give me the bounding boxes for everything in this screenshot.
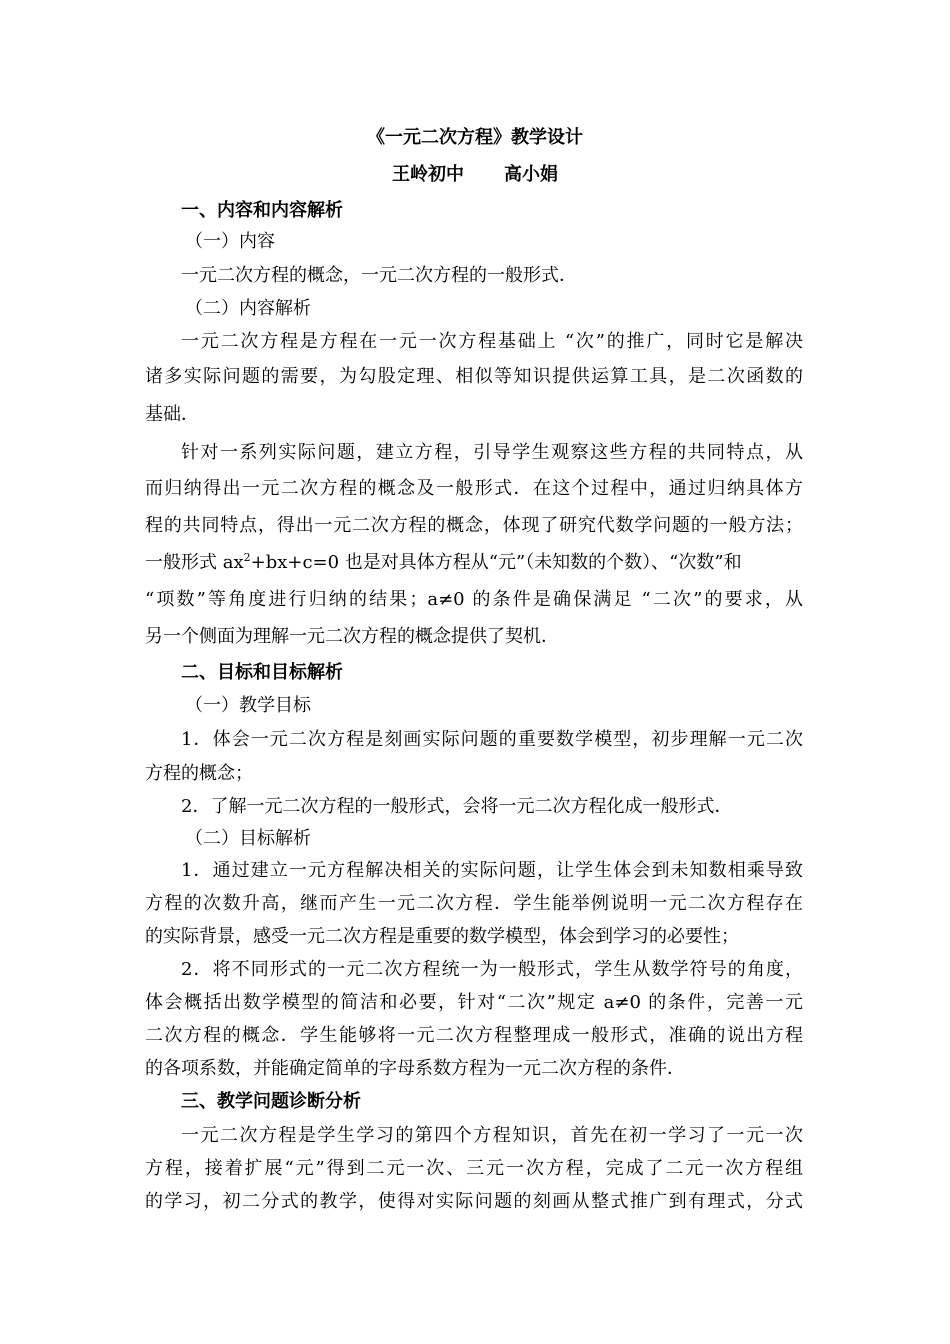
- section-heading-1: 一、内容和内容解析: [181, 200, 343, 221]
- paragraph-line: 另一个侧面为理解一元二次方程的概念提供了契机．: [145, 626, 559, 647]
- analysis-item-1: 1．通过建立一元方程解决相关的实际问题，让学生体会到未知数相乘导致: [181, 860, 803, 881]
- subheading-content-analysis: （二）内容解析: [185, 298, 311, 319]
- section-heading-2: 二、目标和目标解析: [181, 662, 343, 683]
- paragraph-line: 方程，接着扩展“元”得到二元一次、三元一次方程，完成了二元一次方程组: [145, 1158, 803, 1179]
- paragraph-line: 体会概括出数学模型的简洁和必要，针对“二次”规定 a≠0 的条件，完善一元: [145, 992, 803, 1013]
- paragraph-line: 二次方程的概念．学生能够将一元二次方程整理成一般形式，准确的说出方程: [145, 1025, 803, 1046]
- paragraph-line: 的各项系数，并能确定简单的字母系数方程为一元二次方程的条件．: [145, 1058, 685, 1079]
- formula-suffix: +bx+c=0 也是对具体方程从“元”（未知数的个数）、“次数”和: [250, 552, 742, 573]
- paragraph-line: “项数”等角度进行归纳的结果；a≠0 的条件是确保满足 “二次”的要求，从: [145, 589, 803, 610]
- paragraph-line: 一元二次方程是方程在一元一次方程基础上 “次”的推广，同时它是解决: [181, 331, 803, 352]
- paragraph-line: 一元二次方程是学生学习的第四个方程知识，首先在初一学习了一元一次: [181, 1125, 803, 1146]
- subheading-goal-analysis: （二）目标解析: [185, 828, 311, 849]
- formula-exponent: 2: [243, 551, 251, 564]
- goal-item-1: 1．体会一元二次方程是刻画实际问题的重要数学模型，初步理解一元二次: [181, 729, 803, 750]
- goal-item-2: 2．了解一元二次方程的一般形式，会将一元二次方程化成一般形式．: [181, 796, 733, 817]
- section-heading-3: 三、教学问题诊断分析: [181, 1091, 361, 1112]
- subheading-content: （一）内容: [185, 231, 275, 252]
- subheading-teaching-goals: （一）教学目标: [185, 695, 311, 716]
- author-school: 王岭初中: [392, 164, 464, 185]
- author-line: [0, 163, 950, 187]
- paragraph-line: 针对一系列实际问题，建立方程，引导学生观察这些方程的共同特点，从: [181, 442, 803, 463]
- formula-prefix: 一般形式 ax: [145, 552, 244, 573]
- paragraph-line: 方程的次数升高，继而产生一元二次方程．学生能举例说明一元二次方程存在: [145, 893, 803, 914]
- paragraph-line: 的实际背景，感受一元二次方程是重要的数学模型，体会到学习的必要性；: [145, 926, 739, 947]
- author-name: 高小娟: [504, 164, 558, 185]
- paragraph-line: 方程的概念；: [145, 763, 253, 784]
- paragraph-line: 的学习，初二分式的教学，使得对实际问题的刻画从整式推广到有理式，分式: [145, 1191, 803, 1212]
- paragraph-line: 而归纳得出一元二次方程的概念及一般形式．在这个过程中，通过归纳具体方: [145, 478, 803, 499]
- analysis-item-2: 2．将不同形式的一元二次方程统一为一般形式，学生从数学符号的角度，: [181, 959, 803, 980]
- paragraph-line: 诸多实际问题的需要，为勾股定理、相似等知识提供运算工具，是二次函数的: [145, 366, 803, 387]
- document-title: 《一元二次方程》教学设计: [367, 127, 583, 148]
- paragraph-line: 基础．: [145, 404, 199, 425]
- paragraph-line: 程的共同特点，得出一元二次方程的概念，体现了研究代数学问题的一般方法；: [145, 515, 803, 536]
- paragraph-line-formula: [145, 551, 742, 575]
- paragraph-line: 一元二次方程的概念，一元二次方程的一般形式．: [181, 265, 577, 286]
